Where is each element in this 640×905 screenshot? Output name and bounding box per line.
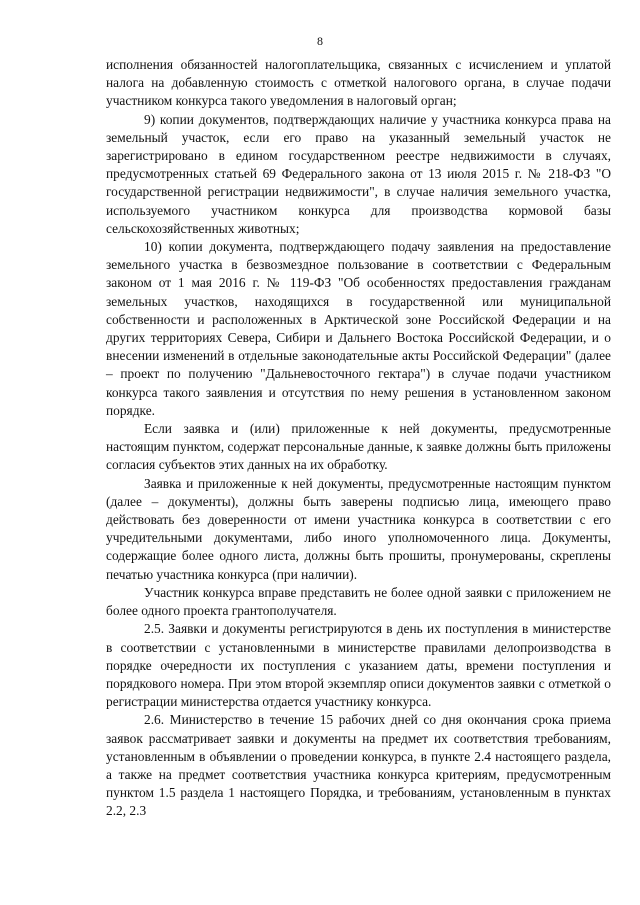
paragraph-item-9: 9) копии документов, подтверждающих наличие у участника конкурса права на земельный участок, если его право на указанный земельный участок не зарегистрировано в едином государственном реестре недвижимости в случаях, предусмотренных статьей 69 Федерального закона от 13 июля 2015 г. № 218-ФЗ "О государственной регистрации недвижимости", в случае наличия земельного участка, используемого участником конкурса для производства кормовой базы сельскохозяйственных животных; (106, 111, 611, 236)
paragraph-document-certification: Заявка и приложенные к ней документы, предусмотренные настоящим пунктом (далее – документы), должны быть заверены подписью лица, имеющего право действовать без доверенности от имени участника конкурса в соответствии с его учредительными документами, либо иного уполномоченного лица. Документы, содержащие более одного листа, должны быть прошиты, пронумерованы, скреплены печатью участника конкурса (при наличии). (106, 475, 611, 582)
paragraph-continuation: исполнения обязанностей налогоплательщика, связанных с исчислением и уплатой налога на добавленную стоимость с отметкой налогового органа, в случае подачи участником конкурса такого уведомления в налоговый орган; (106, 57, 611, 109)
paragraph-2-6: 2.6. Министерство в течение 15 рабочих дней со дня окончания срока приема заявок рассматривает заявки и документы на предмет их соответствия требованиям, установленным в объявлении о проведении конкурса, в пункте 2.4 настоящего раздела, а также на предмет соответствия участника конкурса критериям, предусмотренным пунктом 1.5 раздела 1 настоящего Порядка, и требованиям, установленным в пунктах 2.2, 2.3 (106, 712, 611, 819)
page-number: 8 (317, 34, 323, 48)
paragraph-2-5: 2.5. Заявки и документы регистрируются в день их поступления в министерстве в соответствии с установленными в министерстве правилами делопроизводства в порядке очередности их поступления с указанием даты, времени поступления и порядкового номера. При этом второй экземпляр описи документов заявки с отметкой о регистрации министерства отдается участнику конкурса. (106, 621, 611, 710)
paragraph-personal-data: Если заявка и (или) приложенные к ней документы, предусмотренные настоящим пунктом, содержат персональные данные, к заявке должны быть приложены согласия субъектов этих данных на их обработку. (106, 421, 611, 473)
paragraph-item-10: 10) копии документа, подтверждающего подачу заявления на предоставление земельного участка в безвозмездное пользование в соответствии с Федеральным законом от 1 мая 2016 г. № 119-ФЗ "Об особенностях предоставления гражданам земельных участков, находящихся в государственной или муниципальной собственности и расположенных в Арктической зоне Российской Федерации и на других территориях Севера, Сибири и Дальнего Востока Российской Федерации, и о внесении изменений в отдельные законодательные акты Российской Федерации" (далее – проект по получению "Дальневосточного гектара") в случае подачи участником конкурса такого заявления и отсутствия по нему решения в установленном законом порядке. (106, 239, 611, 418)
paragraph-single-application: Участник конкурса вправе представить не более одной заявки с приложением не более одного проекта грантополучателя. (106, 584, 611, 619)
document-body (106, 56, 611, 821)
